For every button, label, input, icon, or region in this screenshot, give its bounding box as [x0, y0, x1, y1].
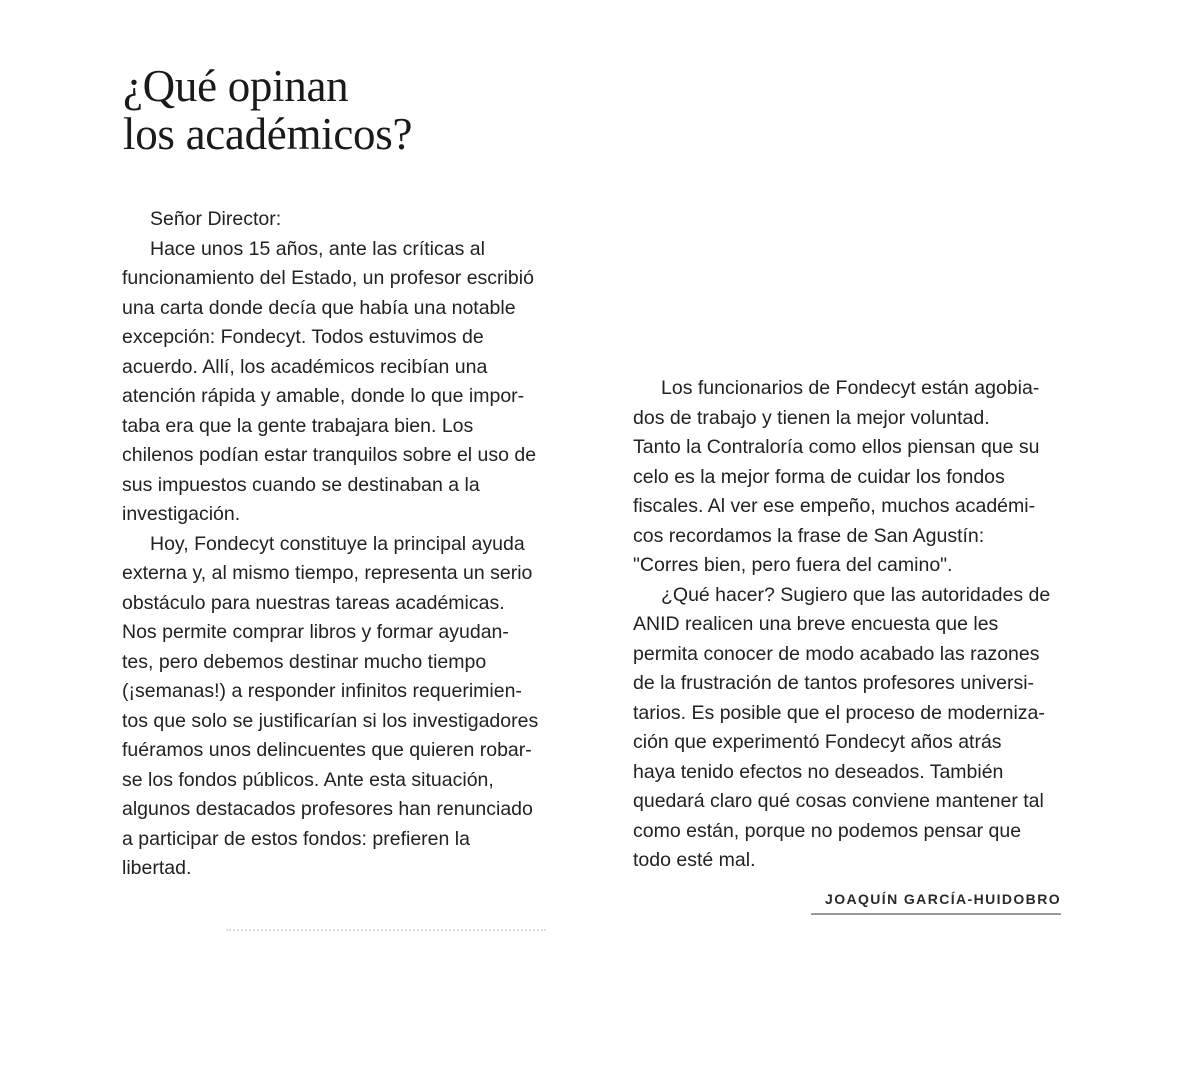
text-line: permita conocer de modo acabado las razones — [633, 642, 1040, 665]
text-line: fiscales. Al ver ese empeño, muchos académi- — [633, 495, 1036, 517]
text-line: a participar de estos fondos: prefieren la — [122, 827, 470, 850]
text-line: Hoy, Fondecyt constituye la principal ayuda — [150, 532, 525, 555]
text-line: todo esté mal. — [633, 849, 756, 871]
text-line: quedará claro qué cosas conviene mantener tal — [633, 790, 1044, 812]
headline-line-1: ¿Qué opinan — [123, 61, 349, 111]
text-line: haya tenido efectos no deseados. También — [633, 760, 1004, 783]
text-line: ANID realicen una breve encuesta que les — [633, 613, 999, 635]
text-line: Señor Director: — [150, 208, 282, 230]
text-line: obstáculo para nuestras tareas académicas. — [122, 591, 505, 614]
cut-off-text-fragment — [226, 929, 546, 935]
right-column — [633, 374, 1063, 876]
text-line: chilenos podían estar tranquilos sobre el uso de — [122, 444, 537, 466]
text-line: una carta donde decía que había una notable — [122, 296, 516, 319]
text-line: ¿Qué hacer? Sugiero que las autoridades de — [661, 583, 1051, 606]
text-line: funcionamiento del Estado, un profesor escribió — [122, 267, 534, 289]
text-line: cos recordamos la frase de San Agustín: — [633, 524, 985, 547]
text-line: Tanto la Contraloría como ellos piensan que su — [633, 436, 1040, 458]
text-line: tarios. Es posible que el proceso de moderniza- — [633, 701, 1045, 724]
text-line: sus impuestos cuando se destinaban a la — [122, 473, 480, 496]
text-line: taba era que la gente trabajara bien. Los — [122, 414, 474, 437]
text-line: como están, porque no podemos pensar que — [633, 819, 1022, 842]
text-line: libertad. — [122, 857, 192, 879]
text-line: excepción: Fondecyt. Todos estuvimos de — [122, 326, 484, 348]
headline-line-2: los académicos? — [123, 109, 413, 159]
text-line: Los funcionarios de Fondecyt están agobia- — [661, 377, 1040, 399]
text-line: algunos destacados profesores han renunciado — [122, 798, 533, 820]
text-line: "Corres bien, pero fuera del camino". — [633, 554, 953, 576]
author-signature: JOAQUÍN GARCÍA-HUIDOBRO — [811, 891, 1061, 915]
text-line: se los fondos públicos. Ante esta situación, — [122, 768, 494, 791]
text-line: de la frustración de tantos profesores universi- — [633, 672, 1035, 694]
text-line: investigación. — [122, 503, 241, 525]
text-line: ción que experimentó Fondecyt años atrás — [633, 731, 1002, 753]
text-line: atención rápida y amable, donde lo que impor- — [122, 385, 525, 407]
left-column — [122, 205, 572, 884]
text-line: celo es la mejor forma de cuidar los fondos — [633, 465, 1005, 488]
text-line: dos de trabajo y tienen la mejor voluntad. — [633, 406, 990, 429]
text-line: Nos permite comprar libros y formar ayudan- — [122, 621, 509, 643]
text-line: Hace unos 15 años, ante las críticas al — [150, 237, 485, 260]
headline — [123, 62, 412, 158]
text-line: externa y, al mismo tiempo, representa un serio — [122, 562, 533, 584]
text-line: tos que solo se justificarían si los investigadores — [122, 709, 539, 732]
text-line: tes, pero debemos destinar mucho tiempo — [122, 650, 487, 673]
text-line: (¡semanas!) a responder infinitos requerimien- — [122, 680, 522, 702]
text-line: acuerdo. Allí, los académicos recibían una — [122, 355, 488, 378]
text-line: fuéramos unos delincuentes que quieren robar- — [122, 739, 532, 761]
